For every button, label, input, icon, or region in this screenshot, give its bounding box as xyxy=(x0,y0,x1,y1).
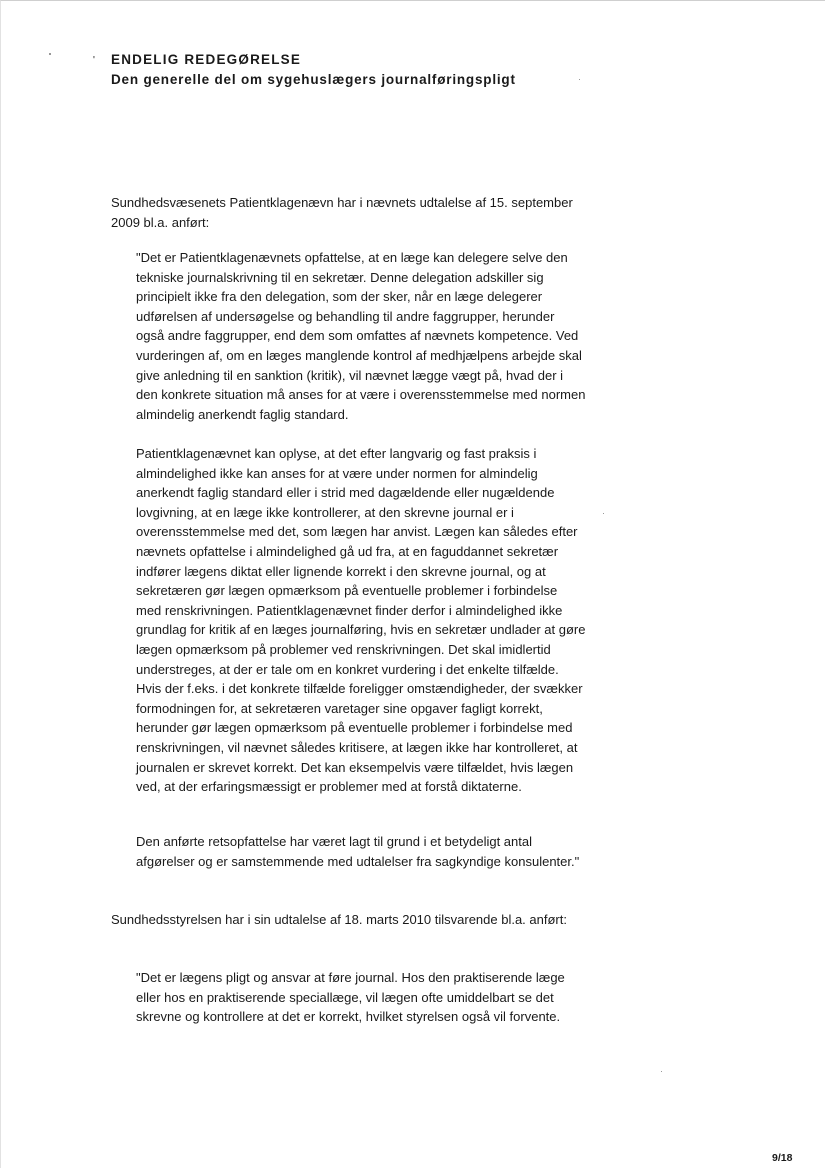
quote-paragraph-1: "Det er Patientklagenævnets opfattelse, at en læge kan delegere selve den tekniske journalskrivning til en sekretær. Denne delegation adskiller sig principielt ikke fra den delegation, som der sker, når en læge delegerer udførelsen af undersøgelse og behandling til andre faggrupper, herunder også andre faggrupper, end dem som omfattes af nævnets kompetence. Ved vurderingen af, om en læges manglende kontrol af medhjælpens arbejde skal give anledning til en sanktion (kritik), vil nævnet lægge vægt på, hvad der i den konkrete situation må anses for at være i overensstemmelse med normen almindelig anerkendt faglig standard. xyxy=(136,250,586,422)
intro-paragraph: Sundhedsvæsenets Patientklagenævn har i nævnets udtalelse af 15. september 2009 bl.a. anført: xyxy=(111,195,573,230)
quote-paragraph-4: "Det er lægens pligt og ansvar at føre journal. Hos den praktiserende læge eller hos en praktiserende speciallæge, vil lægen ofte umiddelbart se det skrevne og kontrollere at det er korrekt, hvilket styrelsen også vil forvente. xyxy=(136,970,565,1025)
quote-paragraph-3: Den anførte retsopfattelse har været lagt til grund i et betydeligt antal afgørelser og er samstemmende med udtalelser fra sagkyndige konsulenter." xyxy=(136,834,580,869)
scan-speck xyxy=(661,1071,662,1072)
document-title: ENDELIG REDEGØRELSE xyxy=(111,52,302,67)
scan-speck xyxy=(579,79,580,80)
document-subtitle: Den generelle del om sygehuslægers journalføringspligt xyxy=(111,72,516,87)
page-number: 9/18 xyxy=(772,1152,793,1164)
quote-paragraph-2: Patientklagenævnet kan oplyse, at det efter langvarig og fast praksis i almindelighed ikke kan anses for at være under normen for almindelig anerkendt faglig standard eller i strid med dagældende eller nugældende lovgivning, at en læge ikke kontrollerer, at den skrevne journal er i overensstemmelse med det, som lægen har anvist. Lægen kan således efter nævnets opfattelse i almindelighed gå ud fra, at en faguddannet sekretær indfører lægens diktat eller lignende korrekt i den skrevne journal, og at sekretæren gør lægen opmærksom på eventuelle problemer i forbindelse med renskrivningen. Patientklagenævnet finder derfor i almindelighed ikke grundlag for kritik af en læges journalføring, hvis en sekretær undlader at gøre lægen opmærksom på problemer ved renskrivningen. Det skal imidlertid understreges, at der er tale om en konkret vurdering i det enkelte tilfælde. Hvis der f.eks. i det konkrete tilfælde foreligger omstændigheder, der svækker formodningen for, at sekretæren varetager sine opgaver fagligt korrekt, herunder gør lægen opmærksom på eventuelle problemer i forbindelse med renskrivningen, vil nævnet således kritisere, at lægen ikke har kontrolleret, at journalen er skrevet korrekt. Det kan eksempelvis være tilfældet, hvis lægen ved, at der erfaringsmæssigt er problemer med at forstå diktaterne. xyxy=(136,446,586,795)
scan-speck xyxy=(49,53,51,55)
document-header xyxy=(111,51,516,89)
scan-speck xyxy=(603,513,604,514)
margin-tick-icon: ' xyxy=(93,55,95,66)
second-intro-paragraph: Sundhedsstyrelsen har i sin udtalelse af 18. marts 2010 tilsvarende bl.a. anført: xyxy=(111,912,567,927)
